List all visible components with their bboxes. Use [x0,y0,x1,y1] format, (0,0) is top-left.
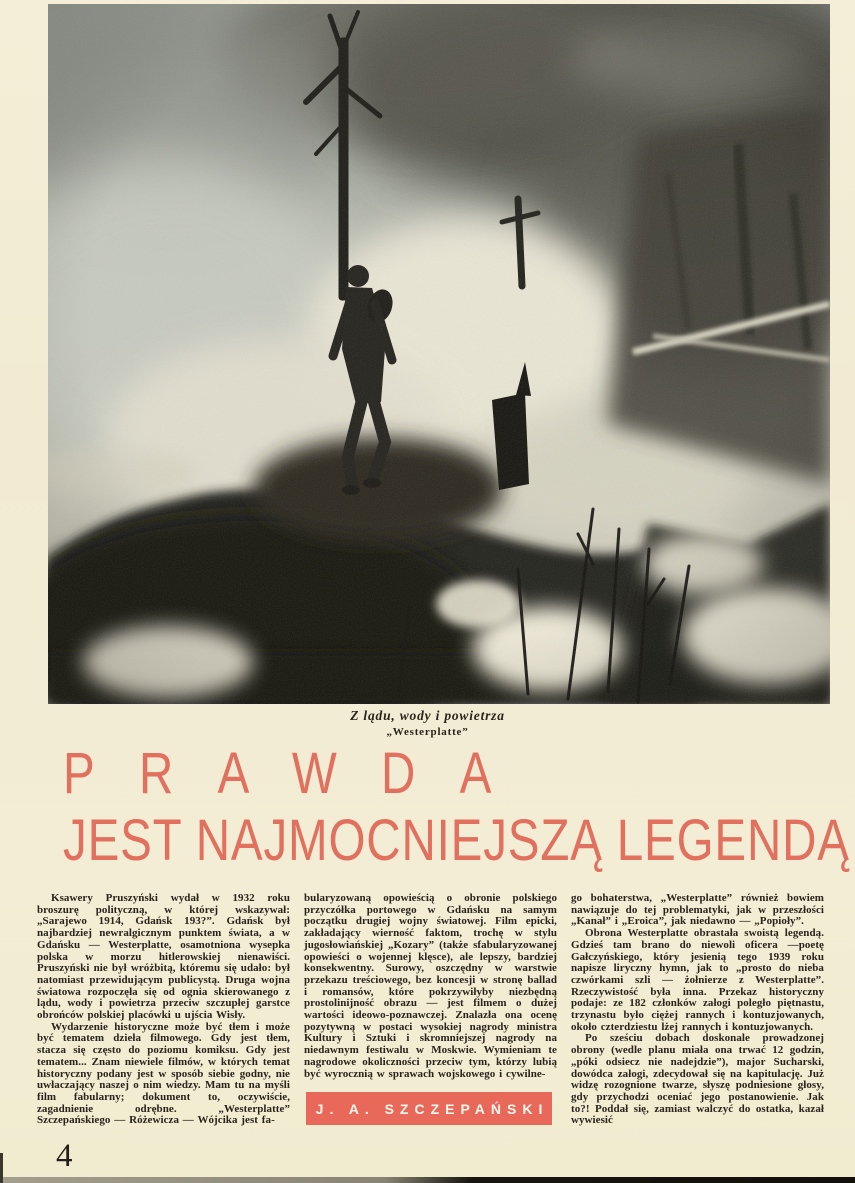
paragraph: bularyzowaną opowieścią o obronie polskiego przyczółka portowego w Gdańsku na samym początku drugiej wojny światowej. Film epicki, zakładający wierność faktom, trochę w stylu jugosłowiańskiej „Kozary” (także sfabularyzowanej opowieści o wojennej klęsce), ale lepszy, bardziej konsekwentny. Surowy, oszczędny w warstwie przekazu treściowego, bez koncesji w stronę ballad i romansów, które pokrzywiłyby niezbędną prostolinijność obrazu — jest filmem o dużej wartości ideowo-poznawczej. Znalazła ona ocenę pozytywną w postaci wysokiej nagrody ministra Kultury i Sztuki i skromniejszej nagrody na niedawnym festiwalu w Moskwie. Wymieniam te nagrodowe okoliczności przeciw tym, którzy lubią być wyrocznią w sprawach wojskowego i cywilne- [304,892,557,1080]
caption-line2: „Westerplatte” [386,725,469,738]
scan-edge-bottom [0,1177,855,1183]
article-body [37,893,830,1127]
column-3 [571,893,824,1127]
column-2 [304,893,557,1127]
author-box [306,1092,552,1125]
headline-line2: JEST NAJMOCNIEJSZĄ LEGENDĄ [63,808,850,873]
paragraph: Wydarzenie historyczne może być tłem i może być tematem dzieła filmowego. Gdy jest tłem, stacza się często do poziomu komiksu. Gdy jest tematem... Znam niewiele filmów, w których temat historyczny podany jest w sposób siebie godny, nie uwłaczający naszej o nim wiedzy. Mam tu na myśli film fabularny; dokument to, oczywiście, zagadnienie odrębne. „Westerplatte” Szczepańskiego — Różewicza — Wójcika jest fa- [37,1020,290,1127]
caption-line1: Z lądu, wody i powietrza [350,708,505,723]
page-number: 4 [56,1138,73,1174]
paragraph: Obrona Westerplatte obrastała swoistą legendą. Gdzieś tam brano do niewoli oficera —poetę Gałczyńskiego, który jesienią tego 1939 roku napisze liryczny hymn, jak to „prosto do nieba czwórkami szli — żołnierze z Westerplatte”. Rzeczywistość była inna. Przekaz historyczny podaje: ze 182 członków załogi poległo piętnastu, trzynastu było ciężej rannych i kontuzjowanych, około czterdziestu lżej rannych i kontuzjowanych. [571,927,824,1033]
column-1 [37,893,290,1127]
headline-line1: PRAWDA [63,741,536,806]
article-headline [63,741,855,873]
paragraph: Po sześciu dobach doskonale prowadzonej obrony (wedle planu miała ona trwać 12 godzin, „póki odsiecz nie nadejdzie”), major Sucharski, dowódca załogi, zdecydował się na kapitulację. Już widzę rozognione twarze, słyszę podniesione głosy, gdy przychodzi oceniać jego postanowienie. Jak to?! Poddał się, zamiast walczyć do ostatka, kazał wywiesić [571,1032,824,1127]
scan-edge-left [0,1153,3,1183]
paragraph: Ksawery Pruszyński wydał w 1932 roku broszurę polityczną, w której wskazywał: „Sarajewo 1914, Gdańsk 193?”. Gdańsk był najbardziej newralgicznym punktem świata, a w Gdańsku — Westerplatte, osamotniona wysepka polska w morzu hitlerowskiej nienawiści. Pruszyński nie był wróżbitą, któremu się udało: był natomiast przewidującym publicystą. Druga wojna światowa rozpoczęła się od ognia skierowanego z lądu, wody i powietrza przeciw szczupłej garstce obrońców polskiej placówki u ujścia Wisły. [37,892,290,1022]
war-photograph [48,4,830,704]
author-name: J. A. SZCZEPAŃSKI [315,1100,549,1117]
photo-caption [0,708,855,740]
war-photo-illustration [48,4,830,704]
paragraph: go bohaterstwa, „Westerplatte” również bowiem nawiązuje do tej problematyki, jak w przeszłości „Kanał” i „Eroica”, jak niedawno — „Popioły”. [571,892,824,928]
